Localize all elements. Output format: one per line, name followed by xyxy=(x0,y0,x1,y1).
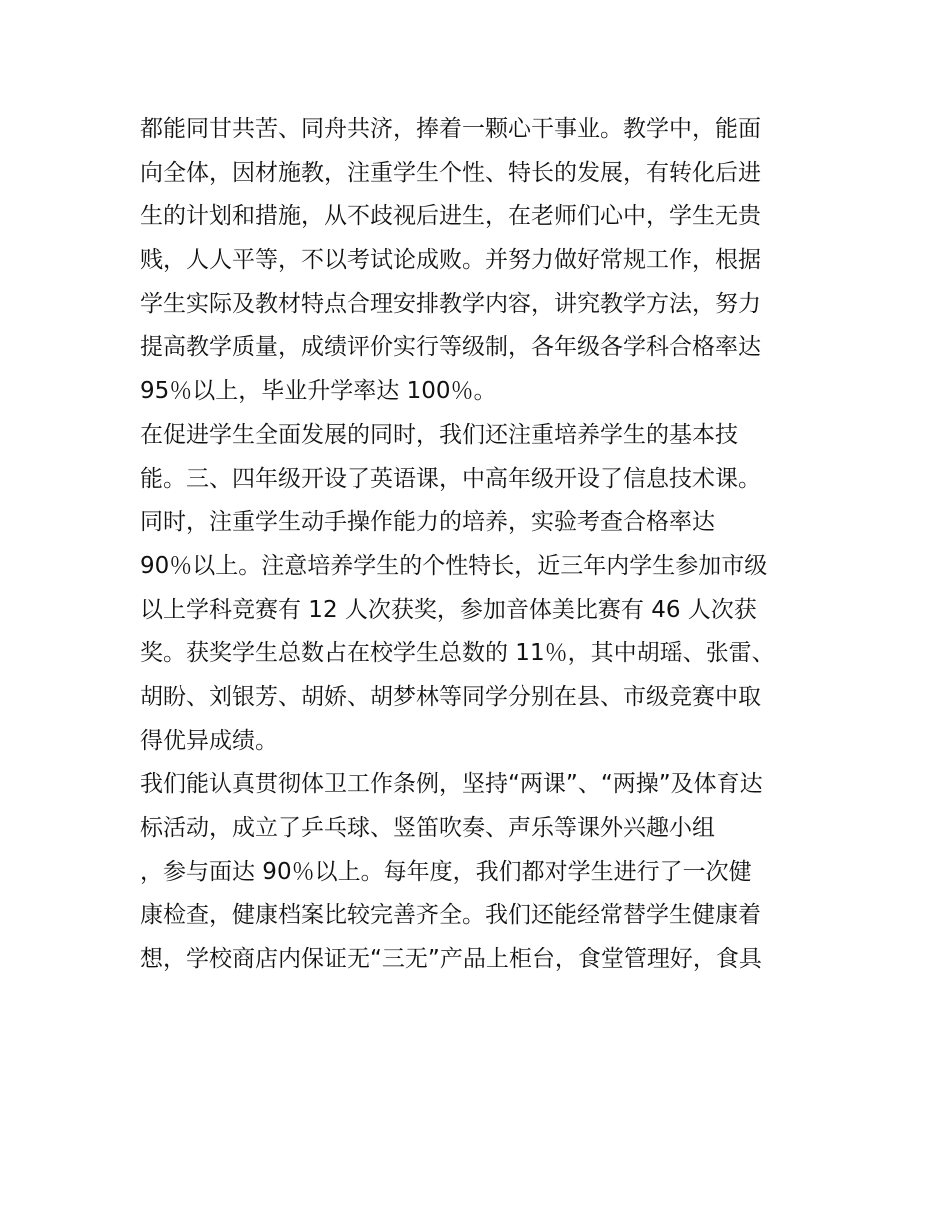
text-line: 都能同甘共苦、同舟共济，捧着一颗心干事业。教学中，能面 xyxy=(140,116,761,142)
text-line: 想，学校商店内保证无“三无”产品上柜台，食堂管理好，食具 xyxy=(140,946,762,973)
text-line: 生的计划和措施，从不歧视后进生，在老师们心中，学生无贵 xyxy=(140,203,761,230)
text-line: 同时，注重学生动手操作能力的培养，实验考查合格率达 xyxy=(140,509,715,536)
text-line: 以上学科竞赛有 12 人次获奖，参加音体美比赛有 46 人次获 xyxy=(140,596,757,623)
text-line: 康检查，健康档案比较完善齐全。我们还能经常替学生健康着 xyxy=(140,902,761,929)
text-line: 95％以上，毕业升学率达 100％。 xyxy=(140,378,497,405)
text-line: 在促进学生全面发展的同时，我们还注重培养学生的基本技 xyxy=(140,421,738,448)
text-line: 奖。获奖学生总数占在校学生总数的 11％，其中胡瑶、张雷、 xyxy=(140,640,775,667)
text-line: 得优异成绩。 xyxy=(140,727,278,754)
text-line: 学生实际及教材特点合理安排教学内容，讲究教学方法，努力 xyxy=(140,290,761,317)
text-line: 提高教学质量，成绩评价实行等级制，各年级各学科合格率达 xyxy=(140,334,761,361)
text-line: 胡盼、刘银芳、胡娇、胡梦林等同学分别在县、市级竞赛中取 xyxy=(140,683,761,710)
text-line: 我们能认真贯彻体卫工作条例，坚持“两课”、“两操”及体育达 xyxy=(140,771,763,798)
body-text xyxy=(140,108,830,982)
text-line: 90％以上。注意培养学生的个性特长，近三年内学生参加市级 xyxy=(140,552,768,579)
text-line: 能。三、四年级开设了英语课，中高年级开设了信息技术课。 xyxy=(140,465,761,492)
text-line: 标活动，成立了乒乓球、竖笛吹奏、声乐等课外兴趣小组 xyxy=(140,815,715,841)
text-line: 贱，人人平等，不以考试论成败。并努力做好常规工作，根据 xyxy=(140,247,761,274)
text-line: ，参与面达 90％以上。每年度，我们都对学生进行了一次健 xyxy=(140,858,752,885)
text-line: 向全体，因材施教，注重学生个性、特长的发展，有转化后进 xyxy=(140,159,761,186)
